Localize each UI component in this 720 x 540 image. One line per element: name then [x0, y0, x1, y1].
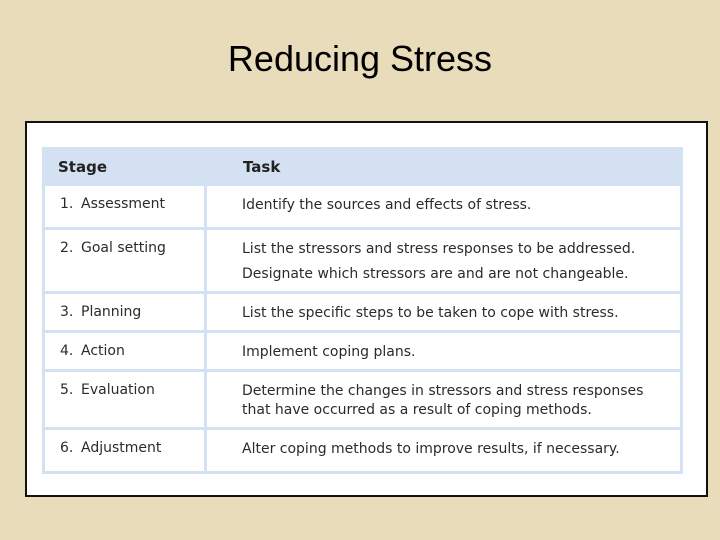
table-row	[44, 185, 682, 229]
stage-number: 6.	[60, 440, 74, 456]
table-row	[44, 429, 682, 473]
task-text: Alter coping methods to improve results, if necessary.	[242, 441, 620, 457]
stage-cell	[44, 332, 206, 371]
table-header-row	[44, 149, 682, 185]
stage-cell	[44, 293, 206, 332]
stage-number: 2.	[60, 240, 74, 256]
task-text: Determine the changes in stressors and stress responses that have occurred as a result of coping methods.	[242, 383, 644, 418]
task-text: List the specific steps to be taken to cope with stress.	[242, 305, 619, 321]
stage-cell	[44, 429, 206, 473]
stress-stages-table	[42, 147, 683, 474]
stage-cell	[44, 229, 206, 293]
stage-label: Evaluation	[81, 382, 155, 398]
table-row	[44, 229, 682, 293]
table-row	[44, 293, 682, 332]
task-text: Identify the sources and effects of stress.	[242, 197, 532, 213]
table-row	[44, 332, 682, 371]
task-cell	[206, 185, 682, 229]
stage-label: Adjustment	[81, 440, 162, 456]
stage-label: Planning	[81, 304, 142, 320]
task-text: Implement coping plans.	[242, 344, 416, 360]
stage-number: 1.	[60, 196, 74, 212]
table-row	[44, 371, 682, 429]
task-cell	[206, 293, 682, 332]
stage-cell	[44, 371, 206, 429]
stage-number: 4.	[60, 343, 74, 359]
task-cell	[206, 229, 682, 293]
stage-label: Goal setting	[81, 240, 166, 256]
task-cell	[206, 429, 682, 473]
task-cell	[206, 371, 682, 429]
task-column-header: Task	[206, 149, 682, 185]
task-text: List the stressors and stress responses to be addressed.	[242, 241, 636, 257]
stage-column-header: Stage	[44, 149, 206, 185]
table-figure	[25, 121, 708, 497]
slide-title: Reducing Stress	[227, 38, 493, 79]
stage-label: Action	[81, 343, 125, 359]
stage-cell	[44, 185, 206, 229]
task-text: Designate which stressors are and are not changeable.	[242, 266, 629, 282]
stage-number: 5.	[60, 382, 74, 398]
stage-label: Assessment	[81, 196, 165, 212]
stage-number: 3.	[60, 304, 74, 320]
task-cell	[206, 332, 682, 371]
